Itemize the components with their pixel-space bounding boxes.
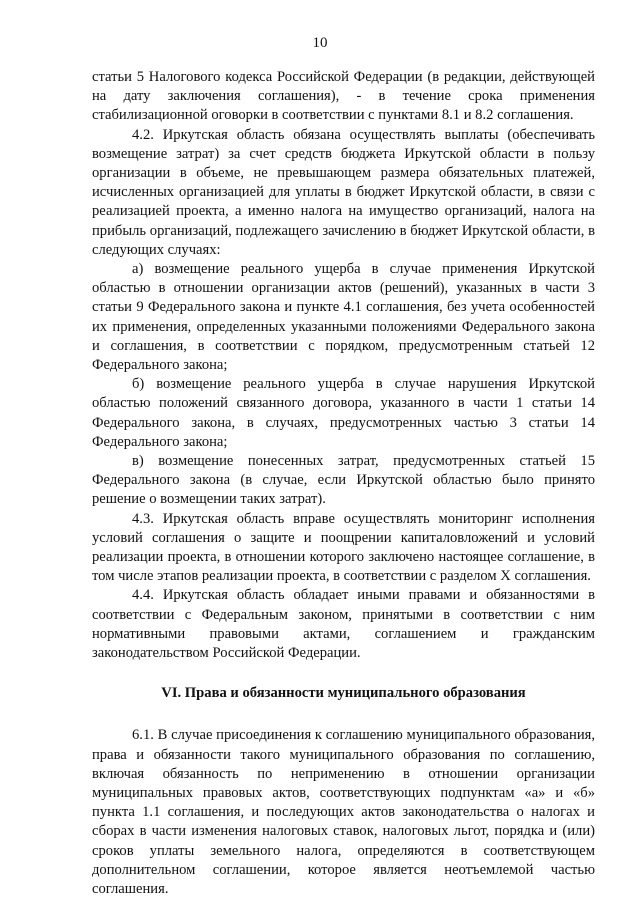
paragraph-article-5-continuation: статьи 5 Налогового кодекса Российской Федерации (в редакции, действующей на дату заключения соглашения), - в течение срока применения стабилизационной оговорки в соответствии с пунктами 8.1 и 8.2 соглашения. [92,69,595,124]
paragraph-4-4: 4.4. Иркутская область обладает иными правами и обязанностями в соответствии с Федеральным законом, принятыми в соответствии с ним нормативными правовыми актами, соглашением и гражданским законодательством Российской Федерации. [92,587,595,662]
paragraph-4-2: 4.2. Иркутская область обязана осуществлять выплаты (обеспечивать возмещение затрат) за счет средств бюджета Иркутской области в пользу организации в объеме, не превышающем размера обязательных платежей, исчисленных организацией для уплаты в бюджет Иркутской области, в связи с реализацией проекта, а именно налога на имущество организаций, налога на прибыль организаций, подлежащего зачислению в бюджет Иркутской области, в следующих случаях: [92,126,595,258]
section-heading: VI. Права и обязанности муниципального образования [161,685,526,702]
paragraph-4-3: 4.3. Иркутская область вправе осуществлять мониторинг исполнения условий соглашения о защите и поощрении капиталовложений и условий реализации проекта, в отношении которого заключено настоящее соглашение, в том числе этапов реализации проекта, в соответствии с разделом X соглашения. [92,510,595,585]
paragraph-4-2-b: б) возмещение реального ущерба в случае нарушения Иркутской областью положений связанного договора, указанного в части 1 статьи 14 Федерального закона, в случаях, предусмотренных частью 3 статьи 14 Федерального закона; [92,376,595,450]
paragraph-6-1: 6.1. В случае присоединения к соглашению муниципального образования, права и обязанности такого муниципального образования по соглашению, включая обязанность по неприменению в отношении организации муниципальных правовых актов, соответствующих подпунктам «а» и «б» пункта 1.1 соглашения, и последующих актов законодательства о налогах и сборах в части изменения налоговых ставок, налоговых льгот, порядка и (или) сроков уплаты земельного налога, определяются в соответствующем дополнительном соглашении, которое является неотъемлемой частью соглашения. [92,727,595,897]
page-number: 10 [312,35,328,51]
paragraph-4-2-a: а) возмещение реального ущерба в случае применения Иркутской областью в отношении организации актов (решений), указанных в части 3 статьи 9 Федерального закона и пункте 4.1 соглашения, без учета особенностей их применения, определенных указанными положениями Федерального закона и соглашения, в соответствии с порядком, предусмотренным статьей 12 Федерального закона; [92,261,595,374]
document-body [92,68,595,899]
paragraph-4-2-v: в) возмещение понесенных затрат, предусмотренных статьей 15 Федерального закона (в случае, если Иркутской областью было принято решение о возмещении таких затрат). [92,453,595,508]
